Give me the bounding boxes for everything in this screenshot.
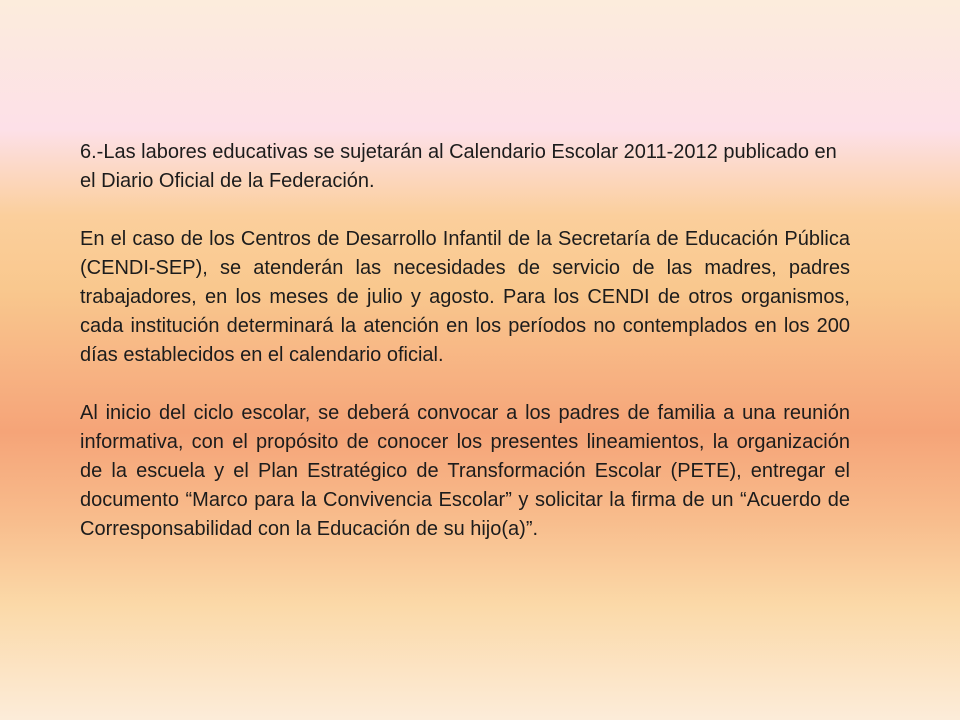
- paragraph-calendar: 6.-Las labores educativas se sujetarán al Calendario Escolar 2011-2012 publicado en el Diario Oficial de la Federación.: [80, 141, 837, 192]
- paragraph-school-year-start: Al inicio del ciclo escolar, se deberá convocar a los padres de familia a una reunión informativa, con el propósito de conocer los presentes lineamientos, la organización de la escuela y el Plan Estratégico de Transformación Escolar (PETE), entregar el documento “Marco para la Convivencia Escolar” y solicitar la firma de un “Acuerdo de Corresponsabilidad con la Educación de su hijo(a)”.: [80, 402, 850, 540]
- slide-body: [80, 138, 850, 573]
- paragraph-cendi: En el caso de los Centros de Desarrollo Infantil de la Secretaría de Educación Pública (CENDI-SEP), se atenderán las necesidades de servicio de las madres, padres trabajadores, en los meses de julio y agosto. Para los CENDI de otros organismos, cada institución determinará la atención en los períodos no contemplados en los 200 días establecidos en el calendario oficial.: [80, 228, 850, 366]
